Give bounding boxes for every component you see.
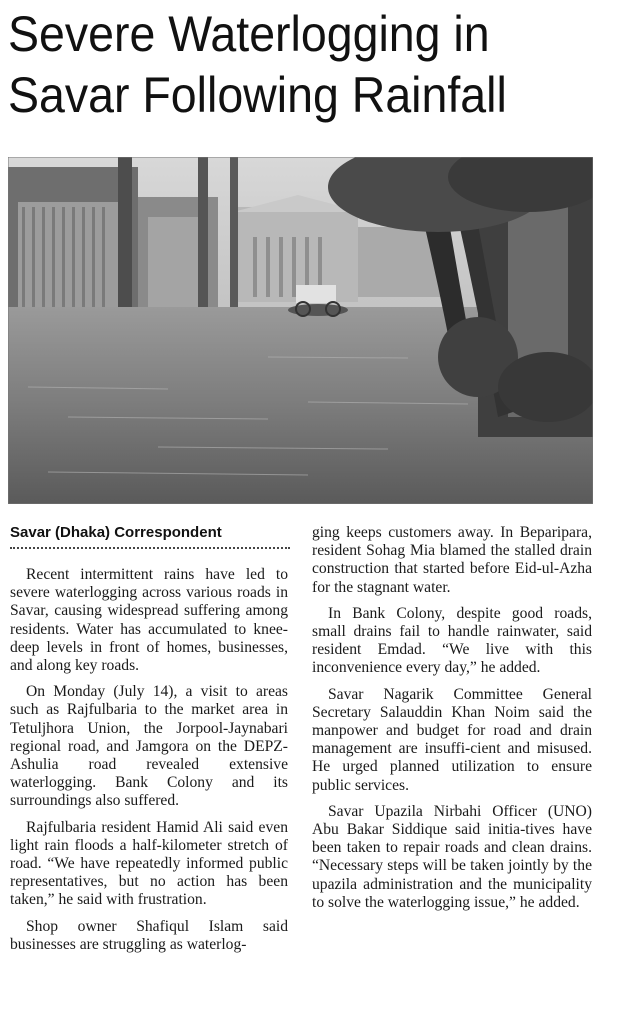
paragraph: Savar Upazila Nirbahi Officer (UNO) Abu Bakar Siddique said initia-tives have been taken to repair roads and clean drains. “Necessary steps will be taken jointly by the upazila administration and the municipality to solve the waterlogging issue,” he added. [312,802,592,911]
article-column-right [312,524,592,920]
headline-line-1: Severe Waterlogging in [8,6,490,62]
paragraph: Shop owner Shafiqul Islam said businesses are struggling as waterlog- [10,917,288,953]
headline-line-2: Savar Following Rainfall [8,67,507,123]
paragraph: Savar Nagarik Committee General Secretary Salauddin Khan Noim said the manpower and budget for road and drain management are insuffi-cient and misused. He urged planned utilization to ensure public services. [312,685,592,794]
paragraph: ging keeps customers away. In Beparipara, resident Sohag Mia blamed the stalled drain construction that started before Eid-ul-Azha for the stagnant water. [312,524,592,596]
paragraph: Rajfulbaria resident Hamid Ali said even light rain floods a half-kilometer stretch of road. “We have repeatedly informed public representatives, but no action has been taken,” he said with frustration. [10,818,288,909]
headline [8,4,572,126]
paragraph: On Monday (July 14), a visit to areas such as Rajfulbaria to the market area in Tetuljhora Union, the Jorpool-Jaynabari regional road, and Jamgora on the DEPZ-Ashulia road revealed extensive waterlogging. Bank Colony and its surroundings also suffered. [10,683,288,810]
byline: Savar (Dhaka) Correspondent [10,523,290,549]
paragraph: Recent intermittent rains have led to severe waterlogging across various roads in Savar, causing widespread suffering among residents. Water has accumulated to knee-deep levels in front of homes, businesses, and along key roads. [10,566,288,675]
news-photo [8,157,593,504]
paragraph: In Bank Colony, despite good roads, small drains fail to handle rainwater, said resident Emdad. “We live with this inconvenience every day,” he added. [312,604,592,677]
article-column-left [10,566,288,962]
